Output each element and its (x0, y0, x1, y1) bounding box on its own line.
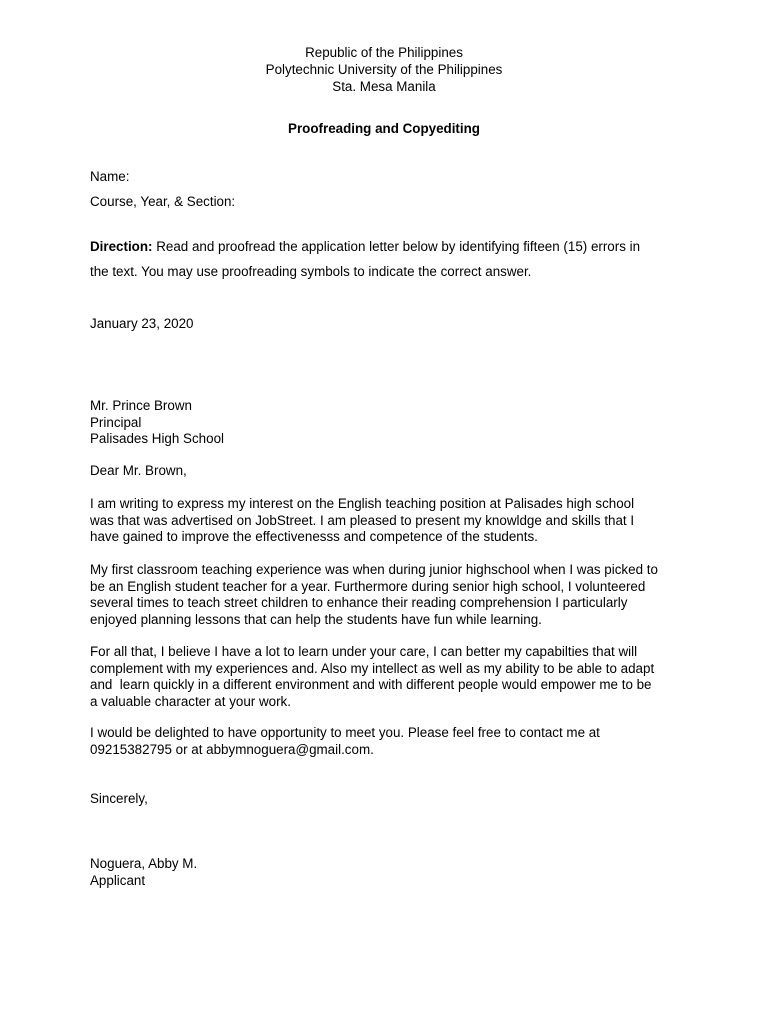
recipient-position: Principal (90, 414, 142, 430)
paragraph-line: enjoyed planning lessons that can help the students have fun while learning. (90, 611, 542, 627)
paragraph-line: complement with my experiences and. Also my intellect as well as my ability to be able to adapt (90, 660, 655, 676)
paragraph-line: have gained to improve the effectivenesss and competence of the students. (90, 529, 538, 545)
letter-closing: Sincerely, (90, 791, 148, 806)
paragraph-line: was that was advertised on JobStreet. I am pleased to present my knowldge and skills that I (90, 512, 635, 528)
name-field-label: Name: (90, 169, 130, 184)
paragraph-line: be an English student teacher for a year. Furthermore during senior high school, I volunteered (90, 578, 646, 594)
direction-instructions (90, 234, 690, 284)
document-header (0, 45, 768, 95)
letter-paragraph-4 (90, 725, 690, 758)
direction-line-1 (90, 234, 690, 259)
direction-label: Direction: (90, 239, 153, 254)
signer-role: Applicant (90, 872, 146, 888)
course-field-label: Course, Year, & Section: (90, 194, 236, 209)
paragraph-line: a valuable character at your work. (90, 693, 291, 709)
direction-text-1: Read and proofread the application letter below by identifying fifteen (15) errors in (152, 239, 641, 254)
recipient-school: Palisades High School (90, 431, 224, 447)
letter-paragraph-3 (90, 644, 690, 710)
signer-name: Noguera, Abby M. (90, 856, 198, 871)
paragraph-line: 09215382795 or at abbymnoguera@gmail.com. (90, 741, 374, 757)
header-location: Sta. Mesa Manila (332, 78, 436, 94)
paragraph-line: I would be delighted to have opportunity to meet you. Please feel free to contact me at (90, 725, 600, 740)
letter-date: January 23, 2020 (90, 316, 194, 331)
letter-greeting: Dear Mr. Brown, (90, 463, 187, 478)
direction-line-2: the text. You may use proofreading symbols to indicate the correct answer. (90, 264, 532, 279)
recipient-address (90, 398, 690, 448)
paragraph-line: My first classroom teaching experience was when during junior highschool when I was picked to (90, 562, 658, 577)
letter-paragraph-1 (90, 496, 690, 546)
letter-paragraph-2 (90, 562, 690, 628)
paragraph-line: I am writing to express my interest on the English teaching position at Palisades high school (90, 496, 635, 511)
letter-signature-block (90, 856, 690, 889)
recipient-name: Mr. Prince Brown (90, 398, 192, 413)
document-title: Proofreading and Copyediting (288, 121, 480, 136)
paragraph-line: For all that, I believe I have a lot to learn under your care, I can better my capabilties that will (90, 644, 638, 659)
header-republic: Republic of the Philippines (305, 45, 463, 60)
paragraph-line: several times to teach street children to enhance their reading comprehension I particularly (90, 595, 628, 611)
paragraph-line: and learn quickly in a different environment and with different people would empower me to be (90, 677, 652, 693)
header-university: Polytechnic University of the Philippines (265, 61, 503, 77)
